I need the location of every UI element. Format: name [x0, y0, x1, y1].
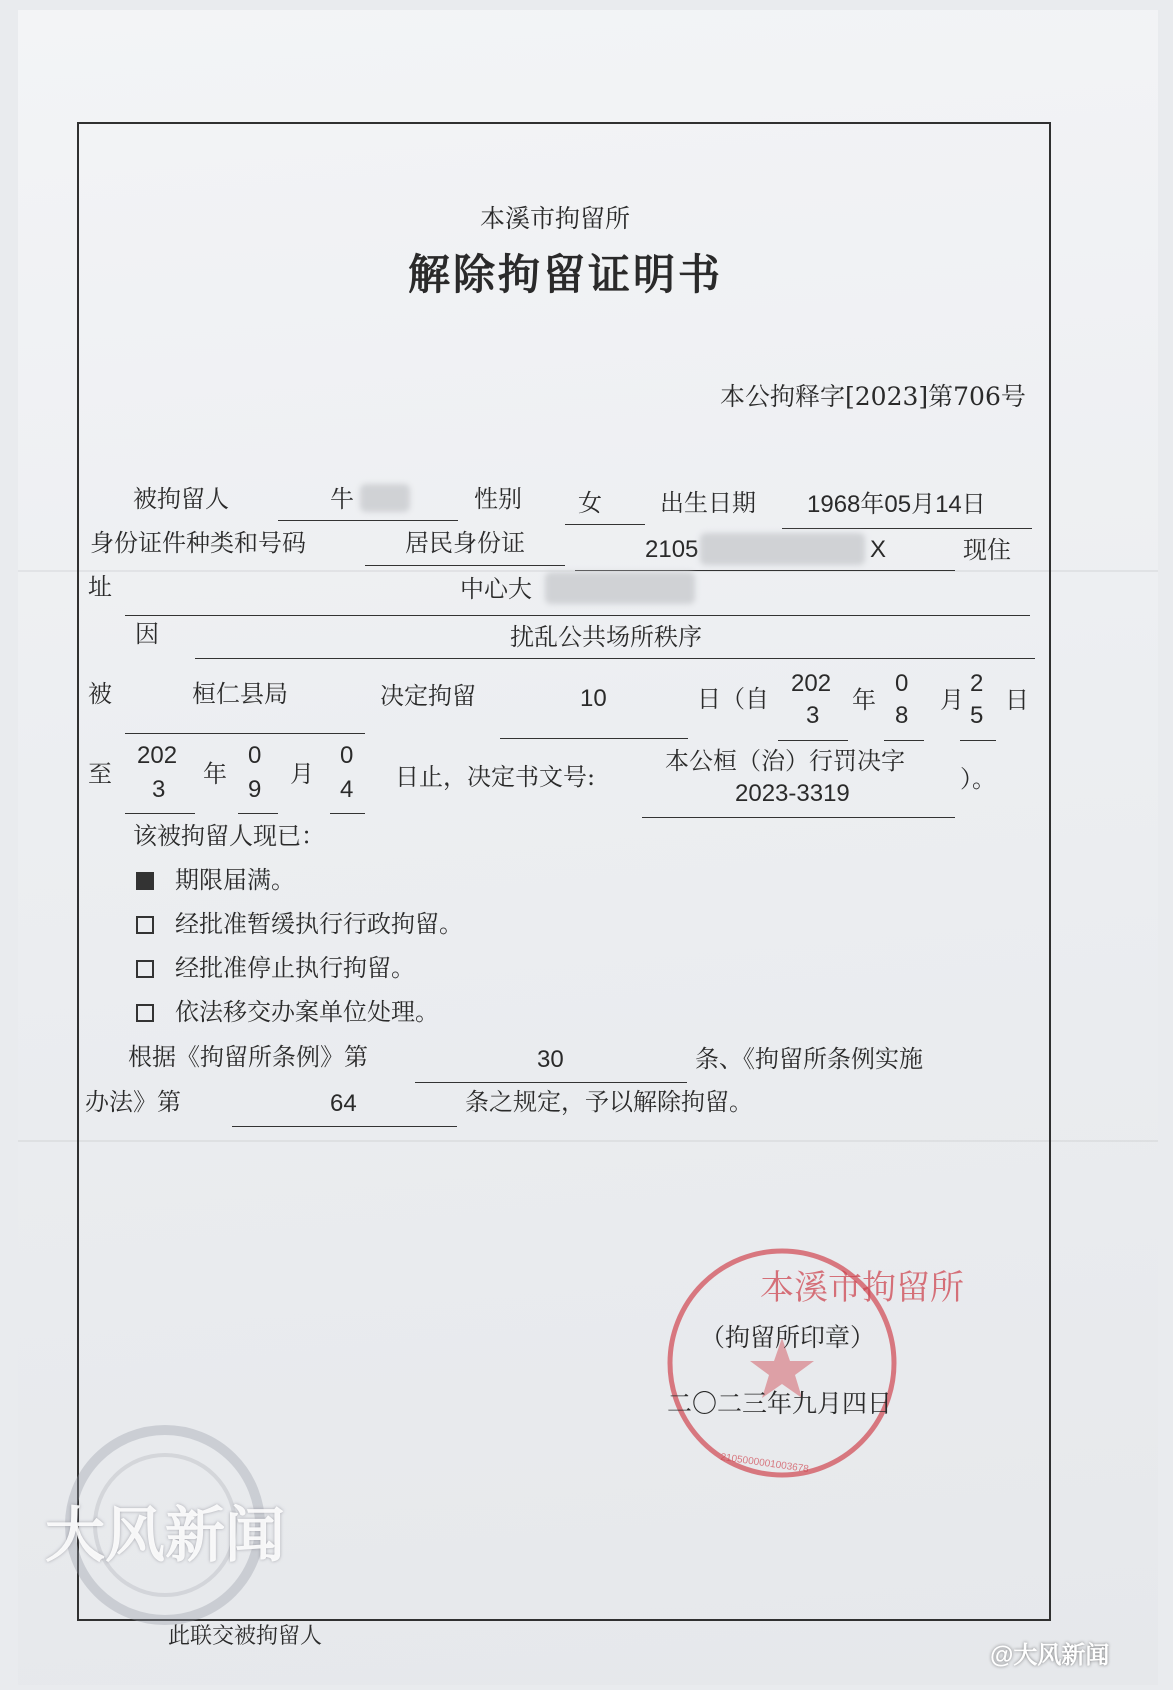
end-day-a: 0	[340, 742, 354, 769]
underline	[125, 733, 365, 734]
issue-date: 二〇二三年九月四日	[667, 1389, 893, 1418]
decision-label: 决定拘留	[380, 682, 476, 710]
watermark-logo-text: 大风新闻	[45, 1502, 285, 1569]
start-year-b: 3	[806, 702, 820, 729]
month-label-2: 月	[290, 760, 314, 788]
seal-label: （拘留所印章）	[700, 1323, 876, 1352]
id-number-prefix: 2105	[645, 536, 699, 563]
end-month-b: 9	[248, 776, 262, 803]
underline	[575, 570, 955, 571]
birth-label: 出生日期	[660, 489, 756, 517]
underline	[778, 740, 848, 741]
underline	[960, 740, 996, 741]
detainee-name: 牛	[330, 485, 354, 513]
underline	[232, 1126, 457, 1127]
gender-label: 性别	[474, 485, 522, 513]
reason-label: 因	[135, 620, 159, 648]
redaction	[700, 533, 865, 565]
id-type: 居民身份证	[405, 529, 525, 557]
status-intro: 该被拘留人现已：	[133, 822, 325, 850]
decision-doc-number: 2023-3319	[735, 780, 850, 807]
detainee-label: 被拘留人	[133, 485, 229, 513]
checkbox-suspended[interactable]	[136, 916, 154, 934]
end-year-b: 3	[152, 776, 166, 803]
detention-days: 10	[580, 685, 607, 712]
start-year-a: 202	[791, 670, 832, 697]
legal-text-4: 条之规定，予以解除拘留。	[465, 1088, 753, 1116]
legal-text-3: 办法》第	[85, 1088, 181, 1116]
checkbox-expired[interactable]	[136, 872, 154, 890]
underline	[278, 520, 458, 521]
end-month-a: 0	[248, 742, 262, 769]
checkbox-transferred[interactable]	[136, 1004, 154, 1022]
watermark-credit: @大风新闻	[990, 1642, 1110, 1669]
document-title: 解除拘留证明书	[408, 250, 724, 299]
to-label: 至	[88, 760, 112, 788]
underline	[195, 658, 1035, 659]
until-label: 日止，决定书文号:	[395, 763, 596, 791]
birth-date: 1968年05月14日	[807, 491, 986, 518]
end-year-a: 202	[137, 742, 178, 769]
reason-value: 扰乱公共场所秩序	[510, 623, 702, 651]
institution-name: 本溪市拘留所	[480, 204, 631, 233]
decision-doc-prefix: 本公桓（治）行罚决字	[665, 747, 905, 775]
underline	[782, 528, 1032, 529]
address-label: 现住	[963, 536, 1011, 564]
gender-value: 女	[578, 489, 602, 517]
option-label: 期限届满。	[175, 866, 295, 894]
underline	[125, 615, 1030, 616]
underline	[125, 813, 195, 814]
day-label: 日	[1005, 686, 1029, 714]
legal-text-1: 根据《拘留所条例》第	[128, 1043, 368, 1071]
underline	[565, 524, 645, 525]
underline	[884, 740, 924, 741]
id-label: 身份证件种类和号码	[90, 529, 306, 557]
option-label: 经批准停止执行拘留。	[175, 954, 415, 982]
option-label: 依法移交办案单位处理。	[175, 998, 439, 1026]
start-month-b: 8	[895, 702, 909, 729]
close-paren: ）。	[960, 765, 996, 793]
seal-code: 2105000001003678	[719, 1451, 810, 1476]
redaction	[545, 572, 695, 604]
start-day-a: 2	[970, 670, 984, 697]
redaction	[360, 484, 410, 512]
article-number-1: 30	[537, 1046, 564, 1073]
end-day-b: 4	[340, 776, 354, 803]
underline	[330, 813, 365, 814]
checkbox-stopped[interactable]	[136, 960, 154, 978]
start-month-a: 0	[895, 670, 909, 697]
underline	[238, 813, 278, 814]
authority-value: 桓仁县局	[192, 680, 288, 708]
by-label: 被	[88, 680, 112, 708]
article-number-2: 64	[330, 1090, 357, 1117]
start-day-b: 5	[970, 702, 984, 729]
year-label: 年	[852, 686, 876, 714]
underline	[415, 1082, 687, 1083]
underline	[642, 817, 955, 818]
year-label-2: 年	[203, 760, 227, 788]
legal-text-2: 条、《拘留所条例实施	[695, 1045, 923, 1073]
id-number-suffix: X	[870, 536, 887, 563]
day-from-label: 日（自	[697, 685, 769, 713]
option-label: 经批准暂缓执行行政拘留。	[175, 910, 463, 938]
underline	[365, 565, 565, 566]
address-value: 中心大	[460, 575, 532, 603]
document-number: 本公拘释字[2023]第706号	[720, 382, 1026, 411]
copy-note: 此联交被拘留人	[168, 1624, 323, 1649]
month-label: 月	[940, 686, 964, 714]
seal-ring-text: 本溪市拘留所	[760, 1268, 964, 1308]
address-label-cont: 址	[88, 573, 112, 601]
underline	[500, 738, 688, 739]
